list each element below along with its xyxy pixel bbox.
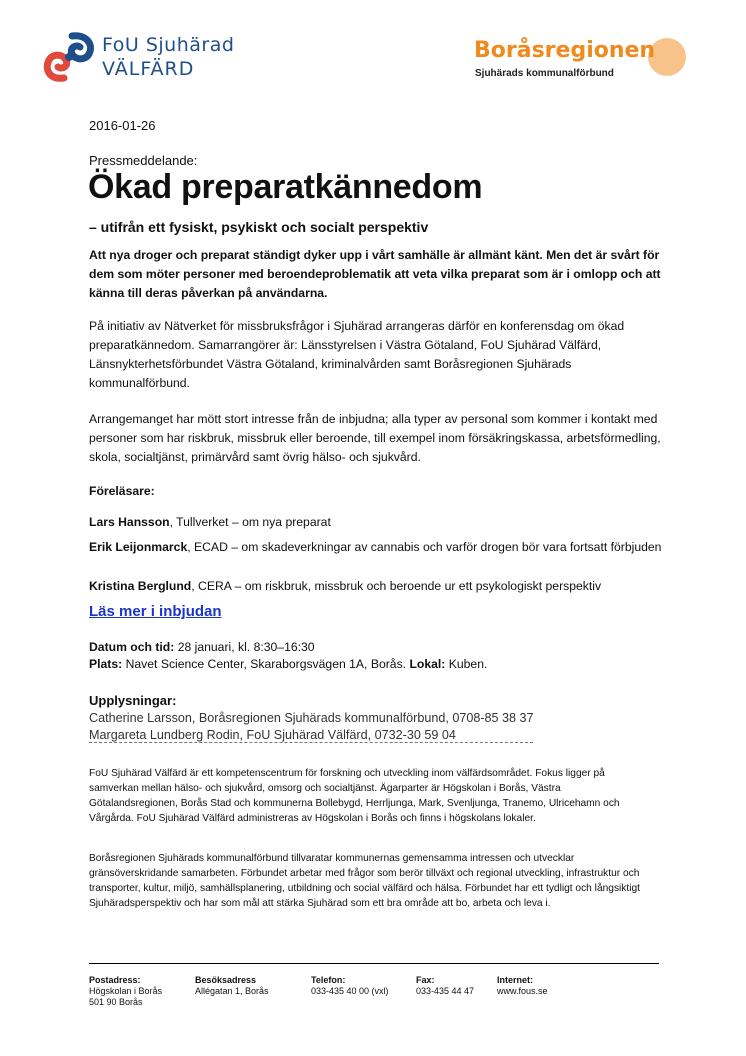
press-label: Pressmeddelande: <box>89 153 198 168</box>
fou-emblem-icon <box>42 30 96 84</box>
footer-heading: Telefon: <box>311 975 346 985</box>
footer-line: 501 90 Borås <box>89 997 143 1007</box>
lecturer-item <box>89 577 669 596</box>
footer-internet <box>497 975 548 997</box>
lecturer-name: Erik Leijonmarck <box>89 540 188 554</box>
footer-line: 033-435 44 47 <box>416 986 475 996</box>
lead-paragraph: Att nya droger och preparat ständigt dyker upp i vårt samhälle är allmänt känt. Men det är svårt för dem som möter personer med beroendeproblematik att veta vilka preparat som är i omlopp och att känna till deras påverkan på användarna. <box>89 248 661 300</box>
contact-line: Margareta Lundberg Rodin, FoU Sjuhärad Välfärd, 0732-30 59 04 <box>89 728 456 742</box>
lecturer-name: Kristina Berglund <box>89 579 192 593</box>
page-subtitle: – utifrån ett fysiskt, psykiskt och socialt perspektiv <box>89 219 429 235</box>
about-borasregionen-paragraph: Boråsregionen Sjuhärads kommunalförbund tillvaratar kommunernas gemensamma intressen och utvecklar gränsöverskridande samarbeten. Förbundet arbetar med frågor som berör tillväxt och regional utveckling, infrastruktur och transporter, kultur, miljö, samhällsplanering, utbildning och social välfärd och hälsa. Förbundet har ett tydligt och långsiktigt Sjuhäradsperspektiv och har som mål att stärka Sjuhärad som ett bra område att bo, arbeta och leva i. <box>89 853 640 909</box>
place-label: Plats: <box>89 657 123 671</box>
page-title: Ökad preparatkännedom <box>88 168 483 206</box>
footer-line: Allégatan 1, Borås <box>195 986 269 996</box>
footer-divider <box>89 963 659 964</box>
dashed-divider <box>89 742 533 743</box>
place-value: Navet Science Center, Skaraborgsvägen 1A, Borås. <box>122 657 410 671</box>
borasregionen-name: Boråsregionen <box>474 38 656 63</box>
footer-line: Högskolan i Borås <box>89 986 163 996</box>
body-paragraph-2: Arrangemanget har mött stort intresse från de inbjudna; alla typer av personal som kommer i kontakt med personer som har riskbruk, missbruk eller beroende, till exempel inom försäkringskassa, arbetsförmedling, skola, socialtjänst, primärvård samt övrig hälso- och sjukvård. <box>89 412 661 464</box>
fou-logo-line1: FoU Sjuhärad <box>102 34 235 56</box>
room-label: Lokal: <box>409 657 446 671</box>
borasregionen-logo <box>470 36 710 86</box>
about-fou-paragraph: FoU Sjuhärad Välfärd är ett kompetenscentrum för forskning och utveckling inom välfärdsområdet. Fokus ligger på samverkan mellan hälso- och sjukvård, omsorg och socialtjänst. Ägarparter är Högskolan i Borås, Västra Götalandsregionen, Borås Stad och kommunerna Bollebygd, Herrljunga, Mark, Svenljunga, Tranemo, Ulricehamn och Vårgårda. FoU Sjuhärad Välfärd administreras av Högskolan i Borås och finns i högskolans lokaler. <box>89 768 620 824</box>
lecturer-item <box>89 513 669 532</box>
press-date: 2016-01-26 <box>89 118 156 133</box>
lecturer-name: Lars Hansson <box>89 515 170 529</box>
footer-phone <box>311 975 389 997</box>
footer-postal <box>89 975 162 1008</box>
footer-website-link[interactable]: www.fous.se <box>497 986 548 996</box>
lecturer-desc: , Tullverket – om nya preparat <box>169 515 331 529</box>
footer-heading: Besöksadress <box>195 975 257 985</box>
datetime-label: Datum och tid: <box>89 640 175 654</box>
lecturers-heading: Föreläsare: <box>89 484 155 498</box>
fou-logo-line2: VÄLFÄRD <box>102 58 195 80</box>
fou-sjuharad-logo <box>42 30 272 84</box>
lecturer-desc: , CERA – om riskbruk, missbruk och beroende ur ett psykologiskt perspektiv <box>191 579 602 593</box>
room-value: Kuben. <box>445 657 488 671</box>
footer-visit <box>195 975 269 997</box>
footer-fax <box>416 975 474 997</box>
invitation-link[interactable]: Läs mer i inbjudan <box>89 603 222 620</box>
body-paragraph-1: På initiativ av Nätverket för missbruksfrågor i Sjuhärad arrangeras därför en konferensdag om ökad preparatkännedom. Samarrangörer är: Länsstyrelsen i Västra Götaland, FoU Sjuhärad Välfärd, Länsnykterhetsförbundet Västra Götaland, kriminalvården samt Boråsregionen Sjuhärads kommunalförbund. <box>89 319 625 390</box>
lecturer-item <box>89 538 669 557</box>
borasregionen-subtitle: Sjuhärads kommunalförbund <box>475 68 614 79</box>
footer-heading: Postadress: <box>89 975 141 985</box>
place-line <box>89 657 487 671</box>
info-heading: Upplysningar: <box>89 693 177 708</box>
footer-line: 033-435 40 00 (vxl) <box>311 986 389 996</box>
footer-heading: Internet: <box>497 975 533 985</box>
datetime-line <box>89 640 315 654</box>
datetime-value: 28 januari, kl. 8:30–16:30 <box>174 640 315 654</box>
footer-heading: Fax: <box>416 975 435 985</box>
contact-line: Catherine Larsson, Boråsregionen Sjuhärads kommunalförbund, 0708-85 38 37 <box>89 711 534 725</box>
lecturer-desc: , ECAD – om skadeverkningar av cannabis och varför drogen bör vara fortsatt förbjuden <box>187 540 662 554</box>
